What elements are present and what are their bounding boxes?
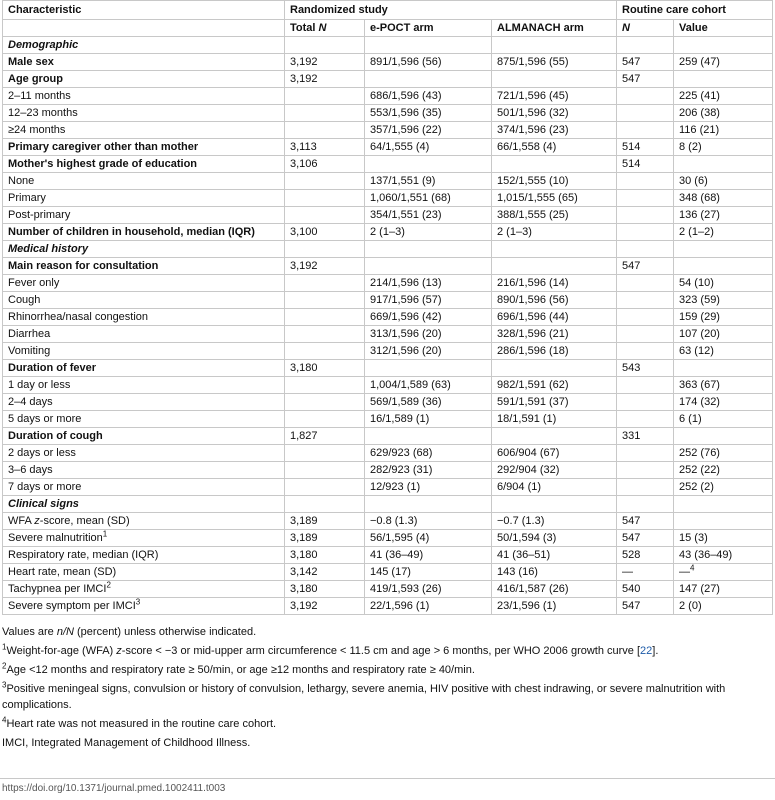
row-label: Fever only — [3, 275, 285, 292]
cell-routine-n — [617, 122, 674, 139]
cell-routine-value: 259 (47) — [674, 54, 773, 71]
cell-routine-n: 547 — [617, 513, 674, 530]
row-label: Primary caregiver other than mother — [3, 139, 285, 156]
footnote-3-text: Positive meningeal signs, convulsion or history of convulsion, lethargy, severe anemia, HIV positive with chest indrawing, or severe malnutrition with complications. — [2, 683, 726, 711]
footnote-values — [2, 624, 772, 640]
table-row — [3, 394, 773, 411]
cell-routine-n: 514 — [617, 156, 674, 173]
cell-epoct: 282/923 (31) — [365, 462, 492, 479]
cell-almanach: 890/1,596 (56) — [492, 292, 617, 309]
cell-almanach: 374/1,596 (23) — [492, 122, 617, 139]
table-row — [3, 258, 773, 275]
row-label: Tachypnea per IMCI$^2$ — [3, 581, 285, 598]
cell-almanach — [492, 241, 617, 258]
footnote-1-marker: 1 — [2, 642, 7, 652]
cell-total-n — [285, 479, 365, 496]
cell-routine-value: 30 (6) — [674, 173, 773, 190]
cell-epoct: 357/1,596 (22) — [365, 122, 492, 139]
cell-almanach — [492, 360, 617, 377]
cell-total-n — [285, 88, 365, 105]
cell-total-n — [285, 496, 365, 513]
table-row — [3, 275, 773, 292]
cell-total-n — [285, 292, 365, 309]
cell-total-n: 3,192 — [285, 71, 365, 88]
cell-routine-value: 116 (21) — [674, 122, 773, 139]
header-n: N — [617, 20, 674, 37]
cell-almanach: 721/1,596 (45) — [492, 88, 617, 105]
cell-total-n — [285, 105, 365, 122]
footnote-4-text: Heart rate was not measured in the routine care cohort. — [6, 718, 277, 730]
table-row — [3, 88, 773, 105]
cell-almanach: 501/1,596 (32) — [492, 105, 617, 122]
table-footnotes — [2, 624, 772, 751]
row-label: Post-primary — [3, 207, 285, 224]
cell-routine-value: 2 (0) — [674, 598, 773, 615]
cell-routine-value: 348 (68) — [674, 190, 773, 207]
cell-epoct: 917/1,596 (57) — [365, 292, 492, 309]
cell-total-n: 3,180 — [285, 581, 365, 598]
cell-almanach: 591/1,591 (37) — [492, 394, 617, 411]
row-label: None — [3, 173, 285, 190]
cell-almanach: 143 (16) — [492, 564, 617, 581]
table-row — [3, 190, 773, 207]
cell-epoct: 686/1,596 (43) — [365, 88, 492, 105]
header-characteristic: Characteristic — [3, 1, 285, 20]
cell-epoct: 137/1,551 (9) — [365, 173, 492, 190]
row-label: 1 day or less — [3, 377, 285, 394]
cell-total-n: 3,142 — [285, 564, 365, 581]
cell-almanach — [492, 71, 617, 88]
cell-routine-n: 547 — [617, 54, 674, 71]
doi-link[interactable]: https://doi.org/10.1371/journal.pmed.1002411.t003 — [2, 783, 226, 794]
footnote-values-text: Values are n/N (percent) unless otherwise indicated. — [2, 626, 257, 638]
header-total-n: Total N — [285, 20, 365, 37]
table-row — [3, 122, 773, 139]
cell-routine-value: 63 (12) — [674, 343, 773, 360]
cell-epoct: 669/1,596 (42) — [365, 309, 492, 326]
cell-routine-n: 514 — [617, 139, 674, 156]
cell-almanach: −0.7 (1.3) — [492, 513, 617, 530]
cell-epoct: 312/1,596 (20) — [365, 343, 492, 360]
cell-almanach: 152/1,555 (10) — [492, 173, 617, 190]
table-row — [3, 445, 773, 462]
footnote-3 — [2, 681, 772, 713]
cell-epoct: 629/923 (68) — [365, 445, 492, 462]
table-row — [3, 547, 773, 564]
cell-routine-value: 136 (27) — [674, 207, 773, 224]
cell-routine-n — [617, 496, 674, 513]
table-row — [3, 564, 773, 581]
cell-routine-value — [674, 71, 773, 88]
cell-routine-value: 2 (1–2) — [674, 224, 773, 241]
table-row — [3, 54, 773, 71]
row-label: 2 days or less — [3, 445, 285, 462]
row-label: Diarrhea — [3, 326, 285, 343]
cell-almanach: 606/904 (67) — [492, 445, 617, 462]
cell-routine-value: 6 (1) — [674, 411, 773, 428]
row-label: Severe malnutrition$^1$ — [3, 530, 285, 547]
cell-epoct: 1,060/1,551 (68) — [365, 190, 492, 207]
cell-total-n — [285, 275, 365, 292]
table-row — [3, 411, 773, 428]
cell-total-n: 3,192 — [285, 258, 365, 275]
cell-routine-value — [674, 360, 773, 377]
cell-epoct: 891/1,596 (56) — [365, 54, 492, 71]
cell-almanach: 875/1,596 (55) — [492, 54, 617, 71]
header-row-sub — [3, 20, 773, 37]
cell-routine-n — [617, 275, 674, 292]
row-label: ≥24 months — [3, 122, 285, 139]
cell-routine-value — [674, 513, 773, 530]
cell-epoct: 41 (36–49) — [365, 547, 492, 564]
cell-routine-value: 252 (76) — [674, 445, 773, 462]
cell-epoct — [365, 496, 492, 513]
cell-epoct: 569/1,589 (36) — [365, 394, 492, 411]
cell-epoct: 313/1,596 (20) — [365, 326, 492, 343]
cell-routine-n: 547 — [617, 71, 674, 88]
row-label: Age group — [3, 71, 285, 88]
table-row — [3, 377, 773, 394]
table-row — [3, 139, 773, 156]
cell-routine-n — [617, 445, 674, 462]
footnote-2 — [2, 662, 772, 678]
cell-total-n — [285, 122, 365, 139]
section-row — [3, 37, 773, 54]
table-row — [3, 428, 773, 445]
row-label: Demographic — [3, 37, 285, 54]
table-row — [3, 598, 773, 615]
cell-routine-value — [674, 258, 773, 275]
table-row — [3, 292, 773, 309]
row-label: Rhinorrhea/nasal congestion — [3, 309, 285, 326]
table-row — [3, 105, 773, 122]
row-label: 5 days or more — [3, 411, 285, 428]
cell-routine-value: 252 (22) — [674, 462, 773, 479]
cell-routine-n: 547 — [617, 258, 674, 275]
row-label: Mother's highest grade of education — [3, 156, 285, 173]
cell-almanach: 286/1,596 (18) — [492, 343, 617, 360]
cell-routine-value: 174 (32) — [674, 394, 773, 411]
cell-total-n — [285, 309, 365, 326]
cell-routine-value: 147 (27) — [674, 581, 773, 598]
cell-routine-n — [617, 173, 674, 190]
cell-total-n: 1,827 — [285, 428, 365, 445]
footnote-1 — [2, 643, 772, 659]
cell-epoct — [365, 37, 492, 54]
footnote-1-text: Weight-for-age (WFA) z-score < −3 or mid-upper arm circumference < 11.5 cm and age > 6 months, per WHO 2006 growth curve [ — [6, 645, 641, 657]
cell-routine-value — [674, 37, 773, 54]
footnote-marker: 1 — [102, 529, 108, 539]
row-label: Medical history — [3, 241, 285, 258]
cell-total-n: 3,106 — [285, 156, 365, 173]
table-row — [3, 343, 773, 360]
footnote-2-text: Age <12 months and respiratory rate ≥ 50/min, or age ≥12 months and respiratory rate ≥ 40/min. — [6, 664, 475, 676]
cell-almanach: 6/904 (1) — [492, 479, 617, 496]
cell-total-n — [285, 190, 365, 207]
cell-epoct: 56/1,595 (4) — [365, 530, 492, 547]
cell-routine-value: 54 (10) — [674, 275, 773, 292]
cell-routine-n — [617, 224, 674, 241]
table-row — [3, 173, 773, 190]
cell-routine-value: 206 (38) — [674, 105, 773, 122]
cell-almanach — [492, 37, 617, 54]
cell-epoct — [365, 241, 492, 258]
cell-almanach: 41 (36–51) — [492, 547, 617, 564]
cell-almanach: 328/1,596 (21) — [492, 326, 617, 343]
cell-total-n: 3,189 — [285, 530, 365, 547]
cell-almanach — [492, 258, 617, 275]
cell-almanach — [492, 156, 617, 173]
table-row — [3, 513, 773, 530]
cell-total-n: 3,192 — [285, 598, 365, 615]
cell-routine-n — [617, 411, 674, 428]
cell-almanach — [492, 496, 617, 513]
cell-routine-n — [617, 309, 674, 326]
cell-epoct: 12/923 (1) — [365, 479, 492, 496]
cell-routine-n: 547 — [617, 530, 674, 547]
cell-routine-n — [617, 343, 674, 360]
cell-total-n: 3,192 — [285, 54, 365, 71]
cell-total-n — [285, 411, 365, 428]
header-blank — [3, 20, 285, 37]
row-label: Duration of fever — [3, 360, 285, 377]
cell-total-n — [285, 343, 365, 360]
cell-routine-n — [617, 190, 674, 207]
cell-routine-n: 331 — [617, 428, 674, 445]
table-row — [3, 479, 773, 496]
table-row — [3, 224, 773, 241]
cell-epoct: −0.8 (1.3) — [365, 513, 492, 530]
cell-total-n: 3,180 — [285, 360, 365, 377]
cell-routine-value: 225 (41) — [674, 88, 773, 105]
footnote-marker: 3 — [135, 597, 141, 607]
row-label: 7 days or more — [3, 479, 285, 496]
cell-routine-value: 8 (2) — [674, 139, 773, 156]
cell-almanach: 1,015/1,555 (65) — [492, 190, 617, 207]
cell-routine-value — [674, 241, 773, 258]
footnote-3-marker: 3 — [2, 680, 7, 690]
table-body — [3, 37, 773, 615]
cell-almanach: 66/1,558 (4) — [492, 139, 617, 156]
footnote-marker: 4 — [690, 563, 695, 573]
cell-almanach — [492, 428, 617, 445]
cell-routine-value — [674, 156, 773, 173]
cell-almanach: 50/1,594 (3) — [492, 530, 617, 547]
cell-routine-value: 323 (59) — [674, 292, 773, 309]
cell-total-n — [285, 445, 365, 462]
doi-footer — [0, 778, 775, 794]
cell-total-n: 3,113 — [285, 139, 365, 156]
cell-routine-value: 107 (20) — [674, 326, 773, 343]
cell-routine-n — [617, 479, 674, 496]
row-label: Respiratory rate, median (IQR) — [3, 547, 285, 564]
table-row — [3, 462, 773, 479]
row-label: Cough — [3, 292, 285, 309]
table-row — [3, 530, 773, 547]
cell-routine-value: 43 (36–49) — [674, 547, 773, 564]
cell-epoct — [365, 156, 492, 173]
cell-routine-n: — — [617, 564, 674, 581]
row-label: Vomiting — [3, 343, 285, 360]
cell-routine-n — [617, 241, 674, 258]
cell-epoct: 354/1,551 (23) — [365, 207, 492, 224]
characteristics-table — [2, 0, 773, 615]
row-label: 12–23 months — [3, 105, 285, 122]
row-label: Main reason for consultation — [3, 258, 285, 275]
cell-routine-value: 159 (29) — [674, 309, 773, 326]
row-label: Male sex — [3, 54, 285, 71]
header-almanach-arm: ALMANACH arm — [492, 20, 617, 37]
section-row — [3, 496, 773, 513]
table-row — [3, 207, 773, 224]
cell-total-n: 3,100 — [285, 224, 365, 241]
cell-routine-value — [674, 428, 773, 445]
footnote-4-marker: 4 — [2, 715, 7, 725]
row-label: 2–11 months — [3, 88, 285, 105]
cell-routine-value: —$^4$ — [674, 564, 773, 581]
cell-total-n — [285, 37, 365, 54]
cell-routine-n — [617, 394, 674, 411]
footnote-marker: 2 — [106, 580, 111, 590]
row-label: Clinical signs — [3, 496, 285, 513]
cell-epoct: 16/1,589 (1) — [365, 411, 492, 428]
section-row — [3, 241, 773, 258]
row-label: Primary — [3, 190, 285, 207]
cell-routine-n — [617, 377, 674, 394]
header-row-top — [3, 1, 773, 20]
footnote-4 — [2, 716, 772, 732]
cell-routine-n: 528 — [617, 547, 674, 564]
row-label: 3–6 days — [3, 462, 285, 479]
cell-almanach: 292/904 (32) — [492, 462, 617, 479]
cell-epoct: 64/1,555 (4) — [365, 139, 492, 156]
table-row — [3, 156, 773, 173]
cell-epoct: 1,004/1,589 (63) — [365, 377, 492, 394]
cell-almanach: 23/1,596 (1) — [492, 598, 617, 615]
footnote-abbreviation-text: IMCI, Integrated Management of Childhood Illness. — [2, 737, 251, 749]
cell-epoct — [365, 360, 492, 377]
cell-routine-value: 252 (2) — [674, 479, 773, 496]
cell-routine-value: 15 (3) — [674, 530, 773, 547]
row-label: Duration of cough — [3, 428, 285, 445]
cell-almanach: 416/1,587 (26) — [492, 581, 617, 598]
table-row — [3, 309, 773, 326]
cell-total-n: 3,189 — [285, 513, 365, 530]
cell-routine-n: 540 — [617, 581, 674, 598]
footnote-1-end: ]. — [652, 645, 659, 657]
cell-epoct: 2 (1–3) — [365, 224, 492, 241]
cell-almanach: 18/1,591 (1) — [492, 411, 617, 428]
cell-almanach: 388/1,555 (25) — [492, 207, 617, 224]
cell-total-n: 3,180 — [285, 547, 365, 564]
header-randomized-study: Randomized study — [285, 1, 617, 20]
reference-link-22[interactable]: 22 — [640, 645, 653, 657]
cell-routine-value: 363 (67) — [674, 377, 773, 394]
cell-routine-value — [674, 496, 773, 513]
row-label: Number of children in household, median (IQR) — [3, 224, 285, 241]
cell-almanach: 216/1,596 (14) — [492, 275, 617, 292]
cell-almanach: 982/1,591 (62) — [492, 377, 617, 394]
header-value: Value — [674, 20, 773, 37]
table-row — [3, 581, 773, 598]
cell-epoct: 419/1,593 (26) — [365, 581, 492, 598]
cell-total-n — [285, 394, 365, 411]
cell-epoct — [365, 258, 492, 275]
footnote-abbreviation — [2, 735, 772, 751]
cell-routine-n — [617, 462, 674, 479]
cell-total-n — [285, 207, 365, 224]
cell-epoct: 22/1,596 (1) — [365, 598, 492, 615]
table-row — [3, 71, 773, 88]
cell-epoct: 553/1,596 (35) — [365, 105, 492, 122]
cell-routine-n — [617, 292, 674, 309]
row-label: WFA z-score, mean (SD) — [3, 513, 285, 530]
row-label: Heart rate, mean (SD) — [3, 564, 285, 581]
cell-routine-n: 543 — [617, 360, 674, 377]
footnote-2-marker: 2 — [2, 661, 7, 671]
cell-routine-n — [617, 105, 674, 122]
cell-epoct: 214/1,596 (13) — [365, 275, 492, 292]
table-row — [3, 360, 773, 377]
row-label: Severe symptom per IMCI$^3$ — [3, 598, 285, 615]
cell-routine-n — [617, 88, 674, 105]
cell-total-n — [285, 462, 365, 479]
row-label: 2–4 days — [3, 394, 285, 411]
cell-routine-n — [617, 37, 674, 54]
cell-epoct: 145 (17) — [365, 564, 492, 581]
cell-epoct — [365, 71, 492, 88]
cell-almanach: 696/1,596 (44) — [492, 309, 617, 326]
cell-almanach: 2 (1–3) — [492, 224, 617, 241]
cell-routine-n: 547 — [617, 598, 674, 615]
cell-total-n — [285, 241, 365, 258]
cell-total-n — [285, 173, 365, 190]
cell-total-n — [285, 326, 365, 343]
header-epoct-arm: e-POCT arm — [365, 20, 492, 37]
cell-routine-n — [617, 326, 674, 343]
cell-routine-n — [617, 207, 674, 224]
cell-epoct — [365, 428, 492, 445]
header-routine-care-cohort: Routine care cohort — [617, 1, 773, 20]
table-row — [3, 326, 773, 343]
cell-total-n — [285, 377, 365, 394]
